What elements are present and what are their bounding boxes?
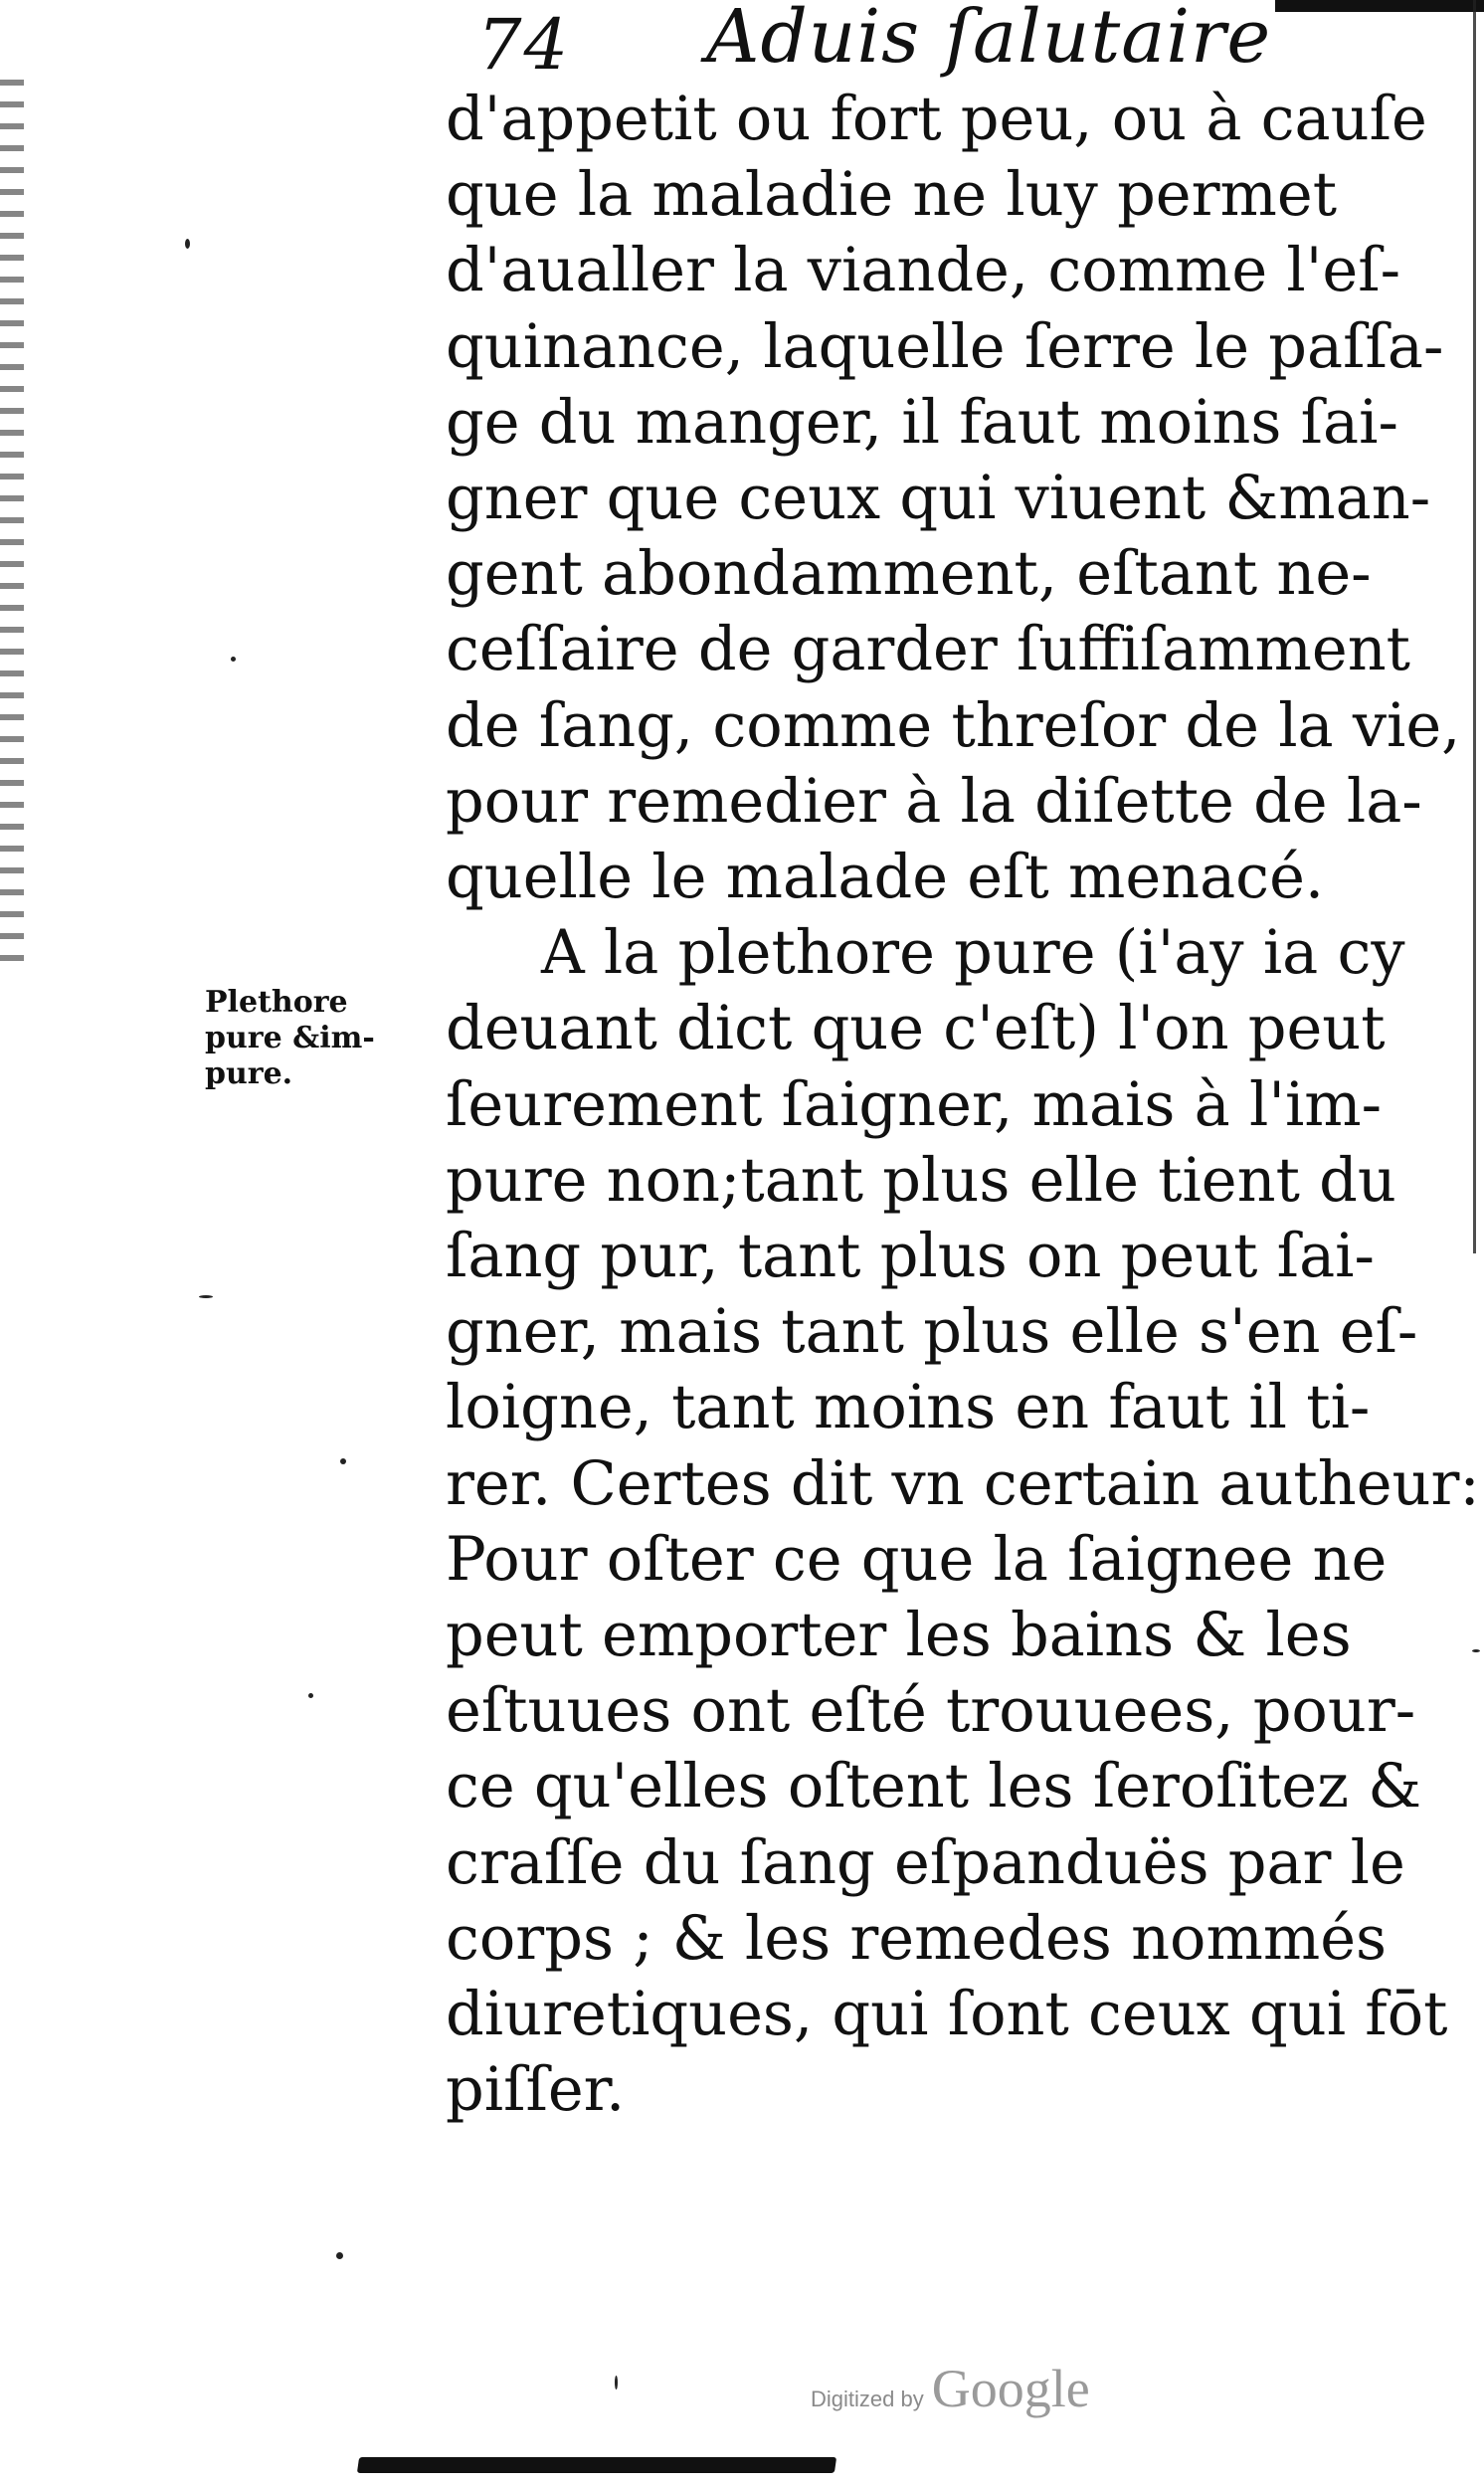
ink-speck: [308, 1693, 313, 1698]
ink-speck: [231, 657, 236, 662]
ink-speck: [336, 2252, 343, 2259]
watermark-prefix: Digitized by: [811, 2387, 924, 2411]
text-line: craſſe du ſang eſpanduës par le: [446, 1827, 1405, 1898]
text-line: d'appetit ou fort peu, ou à cauſe: [446, 85, 1427, 154]
text-line: d'aualler la viande, comme l'eſ-: [446, 236, 1401, 306]
ink-speck: [1472, 1649, 1480, 1652]
text-line: corps ; & les remedes nommés: [446, 1903, 1388, 1974]
digitized-watermark: [811, 2358, 1090, 2437]
margin-note-line: pure.: [205, 1056, 293, 1091]
text-line: Pour oſter ce que la ſaignee ne: [446, 1524, 1388, 1595]
paragraph-1: [446, 82, 1461, 915]
text-line: gent abondamment, eſtant ne-: [446, 539, 1372, 610]
text-line: ce qu'elles oſtent les ſeroſitez &: [446, 1752, 1422, 1822]
text-line: loigne, tant moins en faut il ti-: [446, 1373, 1371, 1443]
text-line: gner que ceux qui viuent &man-: [446, 464, 1431, 534]
page-number: 74: [477, 4, 571, 86]
text-line: gner, mais tant plus elle s'en eſ-: [446, 1297, 1418, 1368]
scan-bottom-mark: [357, 2457, 836, 2473]
text-line: que la maladie ne luy permet: [446, 160, 1338, 231]
ink-speck: [199, 1295, 213, 1298]
margin-note: [205, 985, 434, 1092]
text-line: quelle le malade eſt menacé.: [446, 843, 1325, 913]
text-line: ſang pur, tant plus on peut ſai-: [446, 1222, 1375, 1292]
ink-speck: [340, 1458, 346, 1464]
page-header: [467, 0, 1343, 86]
text-line: piſſer.: [446, 2055, 626, 2126]
ink-speck: [185, 239, 190, 249]
text-line: pour remedier à la diſette de la-: [446, 766, 1422, 837]
text-line: pure non;tant plus elle tient du: [446, 1145, 1396, 1216]
text-line: eſtuues ont eſté trouuees, pour-: [446, 1676, 1416, 1747]
text-line: de ſang, comme threſor de la vie,: [446, 690, 1461, 761]
ink-speck: [615, 2376, 618, 2390]
text-line: rer. Certes dit vn certain autheur:: [446, 1448, 1480, 1519]
text-line: ſeurement ſaigner, mais à l'im-: [446, 1069, 1383, 1140]
margin-note-line: pure &im-: [205, 1021, 375, 1055]
paragraph-2: [446, 915, 1480, 2128]
scan-edge-line: [1473, 0, 1476, 1253]
body-text: [446, 82, 1480, 2128]
google-logo: Google: [931, 2359, 1090, 2418]
text-line: peut emporter les bains & les: [446, 1601, 1352, 1671]
binding-edge-artifact: [0, 80, 24, 975]
running-title: Aduis ſalutaire: [706, 0, 1272, 80]
text-line: quinance, laquelle ſerre le paſſa-: [446, 311, 1444, 382]
text-line: A la plethore pure (i'ay ia cy: [541, 918, 1405, 989]
text-line: ceſſaire de garder ſuffiſamment: [446, 615, 1410, 685]
text-line: ge du manger, il faut moins ſai-: [446, 387, 1398, 458]
text-line: deuant dict que c'eſt) l'on peut: [446, 994, 1386, 1064]
text-line: diuretiques, qui ſont ceux qui fōt: [446, 1980, 1448, 2050]
margin-note-line: Plethore: [205, 985, 348, 1020]
